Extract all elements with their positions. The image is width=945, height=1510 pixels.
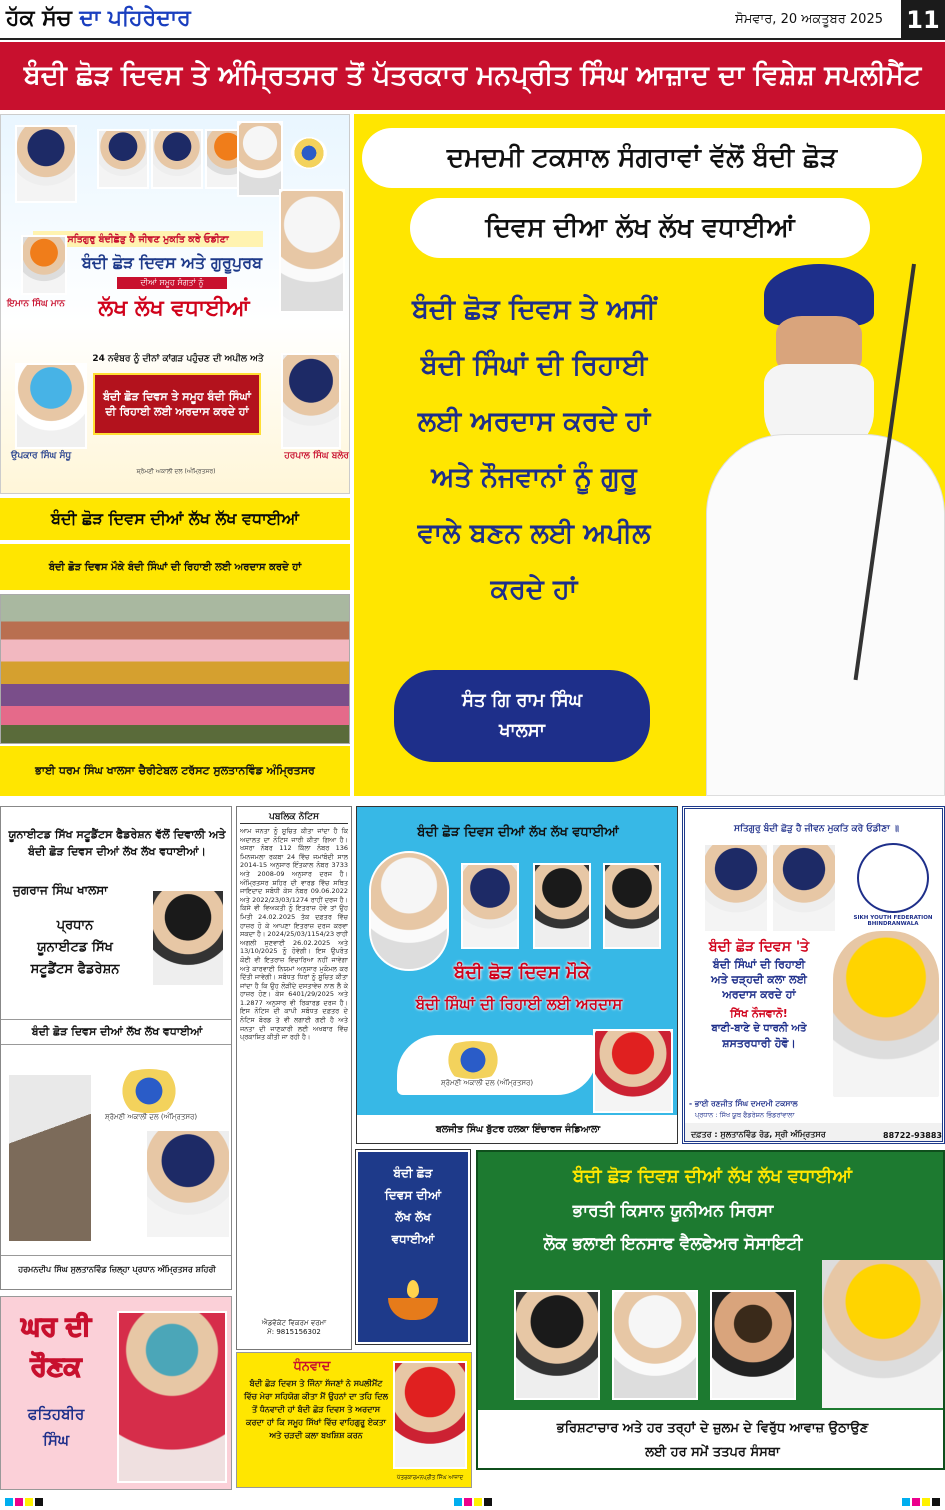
- diwali-line-4: ਵਧਾਈਆਂ: [391, 1232, 435, 1246]
- bh-text: [689, 937, 829, 1051]
- appeal-line: 24 ਨਵੰਬਰ ਨੂੰ ਦੀਨਾਂ ਕਾਂਗੜ ਪਹੁੰਚਣ ਦੀ ਅਪੀਲ ਅਤੇ: [92, 354, 264, 364]
- color-bar-left: [4, 1491, 44, 1510]
- ghar-title: [1, 1307, 111, 1387]
- sant-name-box: [394, 670, 650, 762]
- bh-top: ਸਤਿਗੁਰੁ ਬੰਦੀ ਛੋੜੁ ਹੈ ਜੀਵਨ ਮੁਕਤਿ ਕਰੇ ਓਡੀਣਾ ॥: [734, 824, 899, 834]
- body-line-6: ਕਰਦੇ ਹਾਂ: [490, 574, 578, 605]
- bh-sign-1: - ਭਾਈ ਰਣਜੀਤ ਸਿੰਘ ਦਮਦਮੀ ਟਕਸਾਲ: [689, 1099, 798, 1108]
- kisan-footer-2: ਲਈ ਹਰ ਸਮੇਂ ਤਤਪਰ ਸੰਸਥਾ: [645, 1445, 780, 1460]
- bh-federation-logo: [857, 843, 929, 913]
- elder-photo: [279, 189, 345, 313]
- person1-name: ਇਮਾਨ ਸਿੰਘ ਮਾਨ: [7, 299, 65, 309]
- body-line-4: ਅਤੇ ਨੌਜਵਾਨਾਂ ਨੂੰ ਗੁਰੂ: [431, 462, 637, 493]
- title-gurpurab: ਬੰਦੀ ਛੋੜ ਦਿਵਸ ਅਤੇ ਗੁਰੂਪੁਰਬ: [81, 253, 263, 272]
- baldev-photo: [145, 1129, 231, 1239]
- ad-bhindranwala: [682, 806, 945, 1144]
- title-sub: ਦੀਆਂ ਸਮੂਹ ਸੰਗਤਾਂ ਨੂੰ: [117, 277, 227, 289]
- bh-office-strip: [685, 1123, 945, 1144]
- bh-office: ਦਫ਼ਤਰ : ਸੁਲਤਾਨਵਿੰਡ ਰੋਡ, ਸ੍ਰੀ ਅੰਮ੍ਰਿਤਸਰ: [691, 1130, 826, 1139]
- thanks-caption: ਪੱਤਰਕਾਰਮਨਪ੍ਰੀਤ ਸਿੰਘ ਆਜ਼ਾਦ: [396, 1474, 464, 1481]
- butter-photo: [593, 1029, 673, 1113]
- sant-name-2: ਖਾਲਸਾ: [499, 720, 545, 741]
- diwali-line-2: ਦਿਵਸ ਦੀਆਂ: [384, 1188, 442, 1202]
- kisan-footer: [478, 1410, 945, 1470]
- child-photo: [117, 1311, 227, 1483]
- jugraj-photo: [151, 889, 225, 987]
- ad-damdami-taksal: [354, 114, 945, 796]
- ad-akali-greetings: [0, 114, 350, 494]
- newspaper-logo: ਹੱਕ ਸੱਚ ਦਾ ਪਹਿਰੇਦਾਰ: [6, 6, 191, 31]
- ad-diwali: [356, 1150, 470, 1344]
- leader-photo-2: [97, 129, 149, 189]
- akali-logo-icon: [111, 1069, 187, 1113]
- taksal-body: [362, 282, 706, 618]
- manpreet-photo: [393, 1361, 467, 1469]
- notice-body: ਆਮ ਜਨਤਾ ਨੂੰ ਸੂਚਿਤ ਕੀਤਾ ਜਾਂਦਾ ਹੈ ਕਿ ਅਦਾਲਤ ਦਾ ਨੋਟਿਸ ਜਾਰੀ ਕੀਤਾ ਗਿਆ ਹੈ। ਖਸਰਾ ਨੰਬਰ 112 ਕਿੱਲਾ ਨੰਬਰ 136 ਮਿਨਜਮਲਾ ਰਕਬਾ 24 ਵਿੱਚ ਜਮਾਂਬੰਦੀ ਸਾਲ 2014-15 ਅਨੁਸਾਰ ਇੰਤਕਾਲ ਨੰਬਰ 3733 ਅਤੇ 2008-09 ਅਨੁਸਾਰ ਦਰਜ ਹੈ। ਅੰਮ੍ਰਿਤਸਰ ਸ਼ਹਿਰ ਦੀ ਵਾਰਡ ਵਿੱਚ ਸਥਿਤ ਜਾਇਦਾਦ ਸਬੰਧੀ ਕੇਸ ਨੰਬਰ 09.06.2022 ਅਤੇ 2022/23/03/1274 ਰਾਹੀਂ ਦਰਜ ਹੈ। ਕਿਸੇ ਵੀ ਵਿਅਕਤੀ ਨੂੰ ਇਤਰਾਜ਼ ਹੋਵੇ ਤਾਂ ਉਹ ਮਿਤੀ 24.02.2025 ਤੱਕ ਦਫ਼ਤਰ ਵਿੱਚ ਹਾਜ਼ਰ ਹੋ ਕੇ ਆਪਣਾ ਇਤਰਾਜ਼ ਦਰਜ ਕਰਵਾ ਸਕਦਾ ਹੈ। 2024/25/03/1154/23 ਰਾਹੀਂ ਅਗਲੀ ਸੁਣਵਾਈ 26.02.2025 ਅਤੇ 13/10/2025 ਨੂੰ ਹੋਵੇਗੀ। ਇਸ ਉਪਰੰਤ ਕੋਈ ਵੀ ਇਤਰਾਜ਼ ਵਿਚਾਰਿਆ ਨਹੀਂ ਜਾਵੇਗਾ ਅਤੇ ਕਾਰਵਾਈ ਨਿਯਮਾਂ ਅਨੁਸਾਰ ਮੁਕੰਮਲ ਕਰ ਦਿੱਤੀ ਜਾਵੇਗੀ। ਸਬੰਧਤ ਧਿਰਾਂ ਨੂੰ ਸੂਚਿਤ ਕੀਤਾ ਜਾਂਦਾ ਹੈ ਕਿ ਉਹ ਲੋੜੀਂਦੇ ਦਸਤਾਵੇਜ਼ ਨਾਲ ਲੈ ਕੇ ਹਾਜ਼ਰ ਹੋਣ। ਕੇਸ 6401/29/2025 ਅਤੇ 1.2877 ਅਨੁਸਾਰ ਵੀ ਰਿਕਾਰਡ ਦਰਜ ਹੈ। ਇਸ ਨੋਟਿਸ ਦੀ ਕਾਪੀ ਸਬੰਧਤ ਦਫ਼ਤਰ ਦੇ ਨੋਟਿਸ ਬੋਰਡ ਤੇ ਵੀ ਲਗਾਈ ਗਈ ਹੈ ਅਤੇ ਜਨਤਾ ਦੀ ਜਾਣਕਾਰੀ ਲਈ ਅਖਬਾਰ ਵਿੱਚ ਪ੍ਰਕਾਸ਼ਿਤ ਕੀਤੀ ਜਾ ਰਹੀ ਹੈ।: [240, 827, 348, 1042]
- photo-c: [603, 863, 661, 949]
- leader-photo-1: [15, 125, 77, 203]
- fed-header: ਯੂਨਾਈਟਡ ਸਿੱਖ ਸਟੂਡੈਂਟਸ ਫੈਡਰੇਸ਼ਨ ਵੱਲੋਂ ਦਿਵਾਲੀ ਅਤੇ ਬੰਦੀ ਛੋੜ ਦਿਵਸ ਦੀਆਂ ਲੱਖ ਲੱਖ ਵਧਾਈਆਂ।: [8, 828, 226, 858]
- leader-photo-3: [151, 129, 203, 189]
- taksal-headline-2: ਦਿਵਸ ਦੀਆ ਲੱਖ ਲੱਖ ਵਧਾਈਆਂ: [410, 198, 870, 258]
- photo-a: [461, 863, 519, 949]
- trust-caption: ਭਾਈ ਧਰਮ ਸਿੰਘ ਖਾਲਸਾ ਚੈਰੀਟੇਬਲ ਟਰੱਸਟ ਸੁਲਤਾਨਵਿੰਡ ਅੰਮ੍ਰਿਤਸਰ: [0, 746, 350, 796]
- akali-logo-text: ਸ਼੍ਰੋਮਣੀ ਅਕਾਲੀ ਦਲ (ਅੰਮ੍ਰਿਤਸਰ): [104, 1113, 198, 1121]
- photo-b: [533, 863, 591, 949]
- prayer-strip: ਬੰਦੀ ਛੋੜ ਦਿਵਸ ਮੌਕੇ ਬੰਦੀ ਸਿੰਘਾਂ ਦੀ ਰਿਹਾਈ ਲਈ ਅਰਦਾਸ ਕਰਦੇ ਹਾਂ: [0, 544, 350, 590]
- ad-thanks: [236, 1352, 472, 1488]
- color-bar-center: [453, 1491, 493, 1510]
- ad-akali-butter: [356, 806, 678, 1144]
- body-line-1: ਬੰਦੀ ਛੋੜ ਦਿਵਸ ਤੇ ਅਸੀਂ: [412, 294, 656, 325]
- trust-group-photo: [0, 594, 350, 744]
- mann-photo: [369, 851, 449, 971]
- bh-line-7: ਸ਼ਸਤਰਧਾਰੀ ਹੋਵੋ।: [722, 1037, 796, 1050]
- thanks-body: ਬੰਦੀ ਛੋੜ ਦਿਵਸ ਤੇ ਜਿੰਨਾ ਸੱਜਣਾਂ ਨੇ ਸਪਲੀਮੈਂਟ ਵਿੱਚ ਮੇਰਾ ਸਹਿਯੋਗ ਕੀਤਾ ਮੈਂ ਉਹਨਾਂ ਦਾ ਤਹਿ ਦਿਲ ਤੋਂ ਧੰਨਵਾਦੀ ਹਾਂ ਬੰਦੀ ਛੋੜ ਦਿਵਸ ਤੇ ਅਰਦਾਸ ਕਰਦਾ ਹਾਂ ਕਿ ਸਮੂਹ ਸਿੱਖਾਂ ਵਿੱਚ ਵਾਹਿਗੁਰੂ ਏਕਤਾ ਅਤੇ ਚੜਦੀ ਕਲਾ ਬਖਸ਼ਿਸ਼ ਕਰਨ: [244, 1379, 388, 1440]
- page-number: 11: [901, 0, 945, 40]
- fed-role: [15, 915, 135, 981]
- bh-line-1: ਬੰਦੀ ਛੋੜ ਦਿਵਸ 'ਤੇ: [708, 939, 810, 955]
- upkar-photo: [15, 363, 87, 449]
- diwali-line-1: ਬੰਦੀ ਛੋੜ: [393, 1166, 433, 1180]
- ghar-title-2: ਰੌਣਕ: [30, 1352, 82, 1382]
- notice-title: ਪਬਲਿਕ ਨੋਟਿਸ: [240, 810, 348, 824]
- fed-role-3: ਸਟੂਡੈਂਟਸ ਫੈਡਰੇਸ਼ਨ: [30, 962, 120, 977]
- kisan-org-2: ਲੋਕ ਭਲਾਈ ਇਨਸਾਫ ਵੈਲਫੇਅਰ ਸੋਸਾਇਟੀ: [543, 1234, 803, 1254]
- prayer-box: ਬੰਦੀ ਛੋੜ ਦਿਵਸ ਤੇ ਸਮੂਹ ਬੰਦੀ ਸਿੰਘਾਂ ਦੀ ਰਿਹਾਈ ਲਈ ਅਰਦਾਸ ਕਰਦੇ ਹਾਂ: [93, 373, 261, 435]
- khanda-icon: [437, 1041, 509, 1079]
- taksal-headline-1: ਦਮਦਮੀ ਟਕਸਾਲ ਸੰਗਰਾਵਾਂ ਵੱਲੋਂ ਬੰਦੀ ਛੋੜ: [362, 128, 922, 188]
- body-line-2: ਬੰਦੀ ਸਿੰਘਾਂ ਦੀ ਰਿਹਾਈ: [420, 350, 648, 381]
- ad-federation: [0, 806, 232, 1290]
- notice-signature: ਐਡਵੋਕੇਟ ਵਿਕਰਮ ਵਰਮਾ: [261, 1319, 327, 1327]
- color-bar-right: [901, 1491, 941, 1510]
- body-line-3: ਲਈ ਅਰਦਾਸ ਕਰਦੇ ਹਾਂ: [417, 406, 651, 437]
- robe: [706, 434, 945, 796]
- print-registration-bottom: [0, 1494, 945, 1507]
- bh-line-6: ਬਾਣੀ-ਬਾਣੇ ਦੇ ਧਾਰਨੀ ਅਤੇ: [711, 1023, 807, 1034]
- akali-caption: ਬਲਜੀਤ ਸਿੰਘ ਬੁੱਟਰ ਹਲਕਾ ਇੰਚਾਰਜ ਜੰਡਿਆਲਾ: [357, 1115, 678, 1143]
- public-notice: [236, 806, 352, 1350]
- kisan-photo-2: [612, 1290, 698, 1400]
- kisan-org-1: ਭਾਰਤੀ ਕਿਸਾਨ ਯੂਨੀਅਨ ਸਿਰਸਾ: [572, 1201, 774, 1221]
- bh-line-2: ਬੰਦੀ ਸਿੰਘਾਂ ਦੀ ਰਿਹਾਈ: [712, 958, 806, 971]
- fed-caption: ਹਰਮਨਦੀਪ ਸਿੰਘ ਸੁਲਤਾਨਵਿੰਡ ਜ਼ਿਲ੍ਹਾ ਪ੍ਰਧਾਨ ਅੰਮ੍ਰਿਤਸਰ ਸ਼ਹਿਰੀ: [1, 1255, 232, 1283]
- bh-line-5: ਸਿੱਖ ਨੌਜਵਾਨੋ!: [730, 1007, 788, 1020]
- diya-icon: [388, 1298, 438, 1320]
- ghar-title-1: ਘਰ ਦੀ: [21, 1312, 91, 1342]
- ghar-name: [1, 1401, 111, 1453]
- flame-icon: [407, 1280, 419, 1298]
- body-line-5: ਵਾਲੇ ਬਣਨ ਲਈ ਅਪੀਲ: [417, 518, 651, 549]
- harpal-photo: [281, 353, 341, 449]
- bh-photo-2: [771, 843, 837, 933]
- fed-wishes: ਬੰਦੀ ਛੋੜ ਦਿਵਸ ਦੀਆਂ ਲੱਖ ਲੱਖ ਵਧਾਈਆਂ: [1, 1019, 232, 1045]
- diwali-line-3: ਲੱਖ ਲੱਖ: [395, 1210, 431, 1224]
- thanks-title: ਧੰਨਵਾਦ: [293, 1358, 331, 1374]
- ad-kisan-union: [476, 1150, 945, 1470]
- supplement-banner: ਬੰਦੀ ਛੋੜ ਦਿਵਸ ਤੇ ਅੰਮ੍ਰਿਤਸਰ ਤੋਂ ਪੱਤਰਕਾਰ ਮਨਪ੍ਰੀਤ ਸਿੰਘ ਆਜ਼ਾਦ ਦਾ ਵਿਸ਼ੇਸ਼ ਸਪਲੀਮੈਂਟ: [0, 42, 945, 110]
- sant-name-1: ਸੰਤ ਗਿ ਰਾਮ ਸਿੰਘ: [462, 690, 582, 711]
- leader-photo-5: [237, 121, 283, 197]
- bh-speaker-photo: [831, 929, 941, 1099]
- bh-sign-2: ਪ੍ਰਧਾਨ : ਸਿੱਖ ਯੂਥ ਫੈਡਰੇਸ਼ਨ ਭਿੰਡਰਾਂਵਾਲਾ: [695, 1111, 795, 1119]
- notice-phone: ਮੋ: 9815156302: [267, 1328, 321, 1336]
- kisan-photo-3: [710, 1290, 796, 1400]
- ghar-name-1: ਫਤਿਹਬੀਰ: [27, 1405, 85, 1423]
- imaan-photo: [21, 235, 67, 295]
- harmandeep-photo: [7, 1073, 93, 1243]
- issue-date: ਸੋਮਵਾਰ, 20 ਅਕਤੂਬਰ 2025: [735, 12, 883, 27]
- akali-title-1: ਬੰਦੀ ਛੋੜ ਦਿਵਸ ਮੌਕੇ: [453, 961, 590, 983]
- bh-logo-text: SIKH YOUTH FEDERATION BHINDRANWALA: [853, 915, 933, 927]
- kisan-header: ਬੰਦੀ ਛੋੜ ਦਿਵਸ਼ ਦੀਆਂ ਲੱਖ ਲੱਖ ਵਧਾਈਆਂ: [573, 1165, 852, 1187]
- bh-photo-1: [703, 843, 769, 933]
- wishes-title: ਲੱਖ ਲੱਖ ਵਧਾਈਆਂ: [98, 295, 250, 321]
- kisan-leader-photo: [822, 1260, 944, 1408]
- fed-role-1: ਪ੍ਰਧਾਨ: [56, 918, 94, 933]
- greeting-line: ਸਤਿਗੁਰੁ ਬੰਦੀਛੋੜੁ ਹੈ ਜੀਵਣ ਮੁਕਤਿ ਕਰੇ ਓਡੀਣਾ: [33, 231, 263, 247]
- person2-name: ਉਪਕਾਰ ਸਿੰਘ ਸੰਧੂ: [11, 451, 72, 461]
- masthead: [0, 0, 945, 40]
- ad-ghar-di-raunak: [0, 1296, 232, 1490]
- person3-name: ਹਰਪਾਲ ਸਿੰਘ ਬਲੇਰ: [284, 451, 349, 461]
- bh-phone: 88722-93883: [883, 1130, 942, 1140]
- bh-line-3: ਅਤੇ ਚੜ੍ਹਦੀ ਕਲਾ ਲਈ: [711, 973, 807, 986]
- wishes-strip: ਬੰਦੀ ਛੋੜ ਦਿਵਸ ਦੀਆਂ ਲੱਖ ਲੱਖ ਵਧਾਈਆਂ: [0, 498, 350, 540]
- ghar-name-2: ਸਿੰਘ: [43, 1431, 69, 1449]
- akali-title-2: ਬੰਦੀ ਸਿੰਘਾਂ ਦੀ ਰਿਹਾਈ ਲਈ ਅਰਦਾਸ: [415, 995, 623, 1013]
- party-name: ਸ਼੍ਰੋਮਣੀ ਅਕਾਲੀ ਦਲ (ਅੰਮ੍ਰਿਤਸਰ): [136, 468, 216, 475]
- fed-role-2: ਯੂਨਾਈਟਡ ਸਿੱਖ: [37, 940, 113, 955]
- kisan-photo-1: [514, 1290, 600, 1400]
- sant-portrait: [706, 264, 945, 796]
- akali-party: ਸ਼੍ਰੋਮਣੀ ਅਕਾਲੀ ਦਲ (ਅੰਮ੍ਰਿਤਸਰ): [440, 1079, 534, 1087]
- akali-seal-icon: [291, 137, 327, 169]
- kisan-footer-1: ਭਰਿਸ਼ਟਾਚਾਰ ਅਤੇ ਹਰ ਤਰ੍ਹਾਂ ਦੇ ਜ਼ੁਲਮ ਦੇ ਵਿਰੁੱਧ ਆਵਾਜ਼ ਉਠਾਉਣ: [556, 1421, 869, 1436]
- bh-line-4: ਅਰਦਾਸ ਕਰਦੇ ਹਾਂ: [722, 988, 796, 1001]
- fed-name: ਜੁਗਰਾਜ ਸਿੰਘ ਖਾਲਸਾ: [13, 883, 108, 897]
- akali-header: ਬੰਦੀ ਛੋੜ ਦਿਵਸ ਦੀਆਂ ਲੱਖ ਲੱਖ ਵਧਾਈਆਂ: [417, 824, 619, 840]
- diwali-text: [358, 1162, 468, 1250]
